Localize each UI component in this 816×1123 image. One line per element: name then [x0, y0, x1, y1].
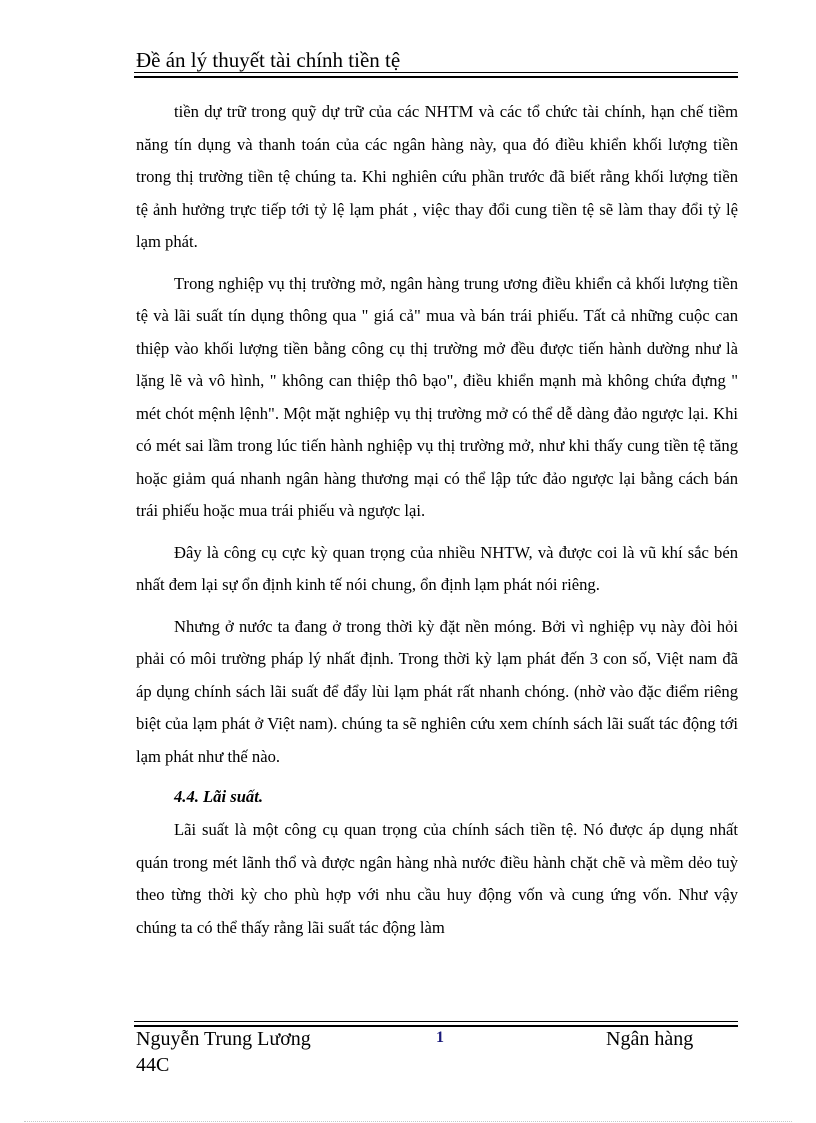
- page-header-title: Đề án lý thuyết tài chính tiền tệ: [136, 48, 401, 72]
- page-number: 1: [436, 1029, 444, 1046]
- paragraph-2: Trong nghiệp vụ thị trường mở, ngân hàng trung ương điều khiển cả khối lượng tiền tệ và lãi suất tín dụng thông qua " giá cả" mua và bán trái phiếu. Tất cả những cuộc can thiệp vào khối lượng tiền bằng công cụ thị trường mở đều được tiến hành dường như là lặng lẽ và vô hình, " không can thiệp thô bạo", điều khiển mạnh mà không chứa đựng " mét chót mệnh lệnh". Một mặt nghiệp vụ thị trường mở có thể dễ dàng đảo ngược lại. Khi có mét sai lầm trong lúc tiến hành nghiệp vụ thị trường mở, như khi thấy cung tiền tệ tăng hoặc giảm quá nhanh ngân hàng thương mại có thể lập tức đảo ngược lại bằng cách bán trái phiếu hoặc mua trái phiếu và ngược lại.: [136, 273, 738, 520]
- paragraph-4: Nhưng ở nước ta đang ở trong thời kỳ đặt nền móng. Bởi vì nghiệp vụ này đòi hỏi phải có môi trường pháp lý nhất định. Trong thời kỳ lạm phát đến 3 con số, Việt nam đã áp dụng chính sách lãi suất để đẩy lùi lạm phát rất nhanh chóng. (nhờ vào đặc điểm riêng biệt của lạm phát ở Việt nam). chúng ta sẽ nghiên cứu xem chính sách lãi suất tác động tới lạm phát như thế nào.: [136, 616, 738, 766]
- paragraph-1: tiền dự trữ trong quỹ dự trữ của các NHTM và các tổ chức tài chính, hạn chế tiềm năng tín dụng và thanh toán của các ngân hàng này, qua đó điều khiển khối lượng tiền trong thị trường tiền tệ chúng ta. Khi nghiên cứu phần trước đã biết rằng khối lượng tiền tệ ảnh hưởng trực tiếp tới tỷ lệ lạm phát , việc thay đổi cung tiền tệ sẽ làm thay đổi tỷ lệ lạm phát.: [136, 102, 738, 251]
- section-heading: 4.4. Lãi suất.: [174, 787, 263, 806]
- section-paragraph: Lãi suất là một công cụ quan trọng của chính sách tiền tệ. Nó được áp dụng nhất quán trong mét lãnh thổ và được ngân hàng nhà nước điều hành chặt chẽ và mềm dẻo tuỳ theo từng thời kỳ cho phù hợp với nhu cầu huy động vốn và cung ứng vốn. Như vậy chúng ta có thể thấy rằng lãi suất tác động làm: [136, 820, 738, 937]
- document-body: [136, 96, 738, 953]
- footer-author-class: 44C: [136, 1054, 170, 1076]
- footer-author: [136, 1026, 311, 1078]
- footer-department: Ngân hàng: [606, 1028, 694, 1050]
- header-divider: [134, 72, 738, 78]
- footer-author-name: Nguyễn Trung Lương: [136, 1028, 311, 1050]
- paragraph-3: Đây là công cụ cực kỳ quan trọng của nhiều NHTW, và được coi là vũ khí sắc bén nhất đem lại sự ổn định kinh tế nói chung, ổn định lạm phát nói riêng.: [136, 542, 738, 594]
- page-bottom-edge: [24, 1121, 792, 1122]
